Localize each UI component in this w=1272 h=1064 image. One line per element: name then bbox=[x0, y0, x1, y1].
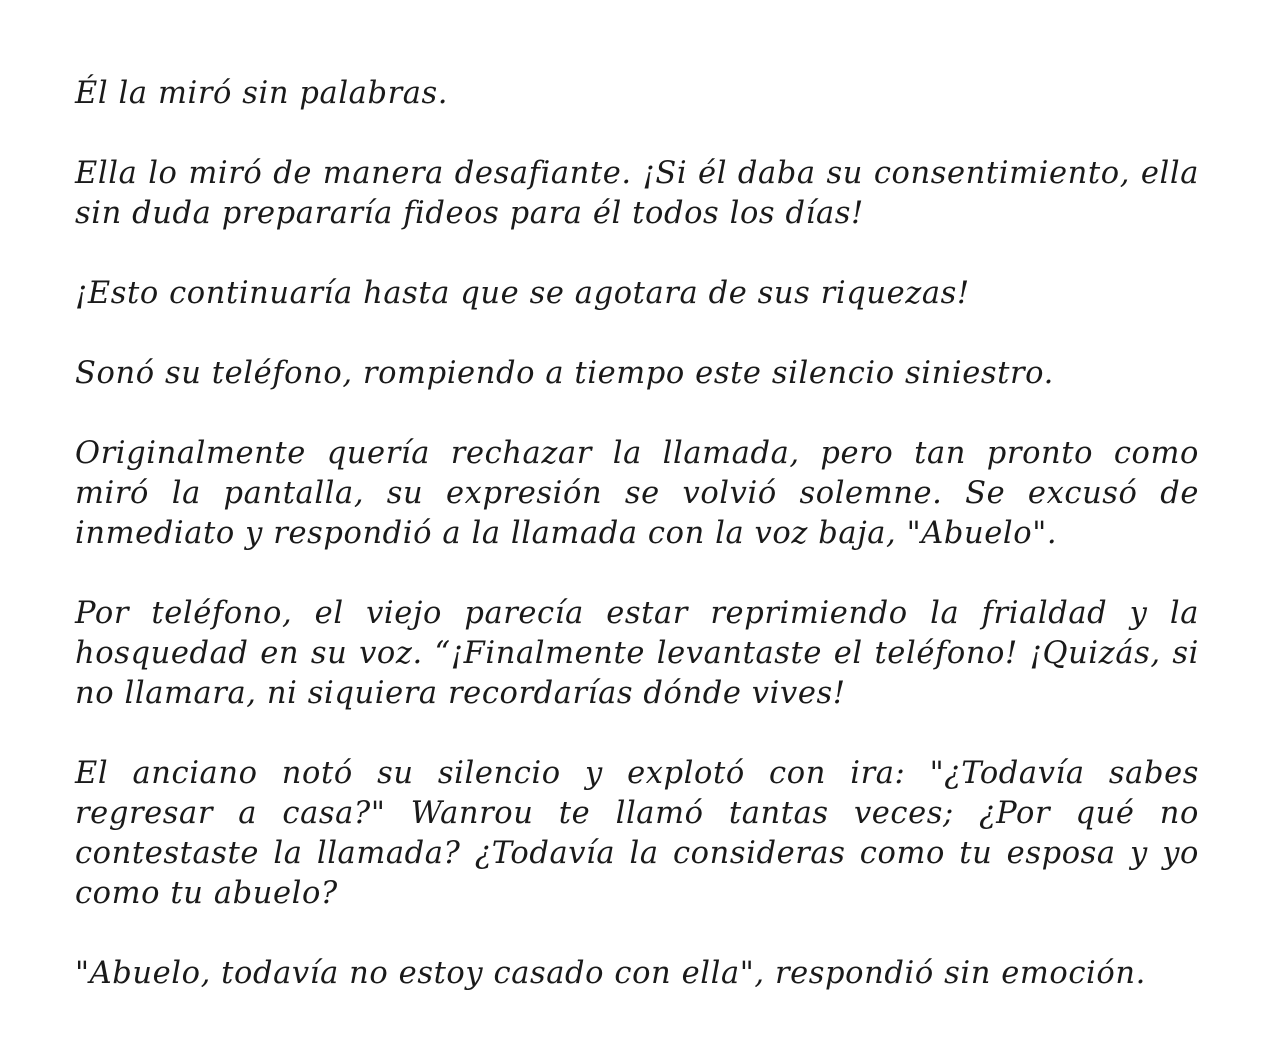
document-page bbox=[75, 74, 1199, 1034]
paragraph: Ella lo miró de manera desafiante. ¡Si él daba su consentimiento, ella sin duda prepararía fideos para él todos los días! bbox=[75, 156, 1199, 231]
paragraph: "Abuelo, todavía no estoy casado con ella", respondió sin emoción. bbox=[75, 956, 1146, 991]
paragraph: Él la miró sin palabras. bbox=[75, 76, 449, 111]
paragraph: Originalmente quería rechazar la llamada, pero tan pronto como miró la pantalla, su expresión se volvió solemne. Se excusó de inmediato y respondió a la llamada con la voz baja, "Abuelo". bbox=[75, 436, 1199, 551]
paragraph: Por teléfono, el viejo parecía estar reprimiendo la frialdad y la hosquedad en su voz. “¡Finalmente levantaste el teléfono! ¡Quizás, si no llamara, ni siquiera recordarías dónde vives! bbox=[75, 596, 1199, 711]
paragraph: Sonó su teléfono, rompiendo a tiempo este silencio siniestro. bbox=[75, 356, 1054, 391]
paragraph: El anciano notó su silencio y explotó con ira: "¿Todavía sabes regresar a casa?" Wanrou te llamó tantas veces; ¿Por qué no contestaste la llamada? ¿Todavía la consideras como tu esposa y yo como tu abuelo? bbox=[75, 756, 1199, 911]
paragraph: ¡Esto continuaría hasta que se agotara de sus riquezas! bbox=[75, 276, 970, 311]
